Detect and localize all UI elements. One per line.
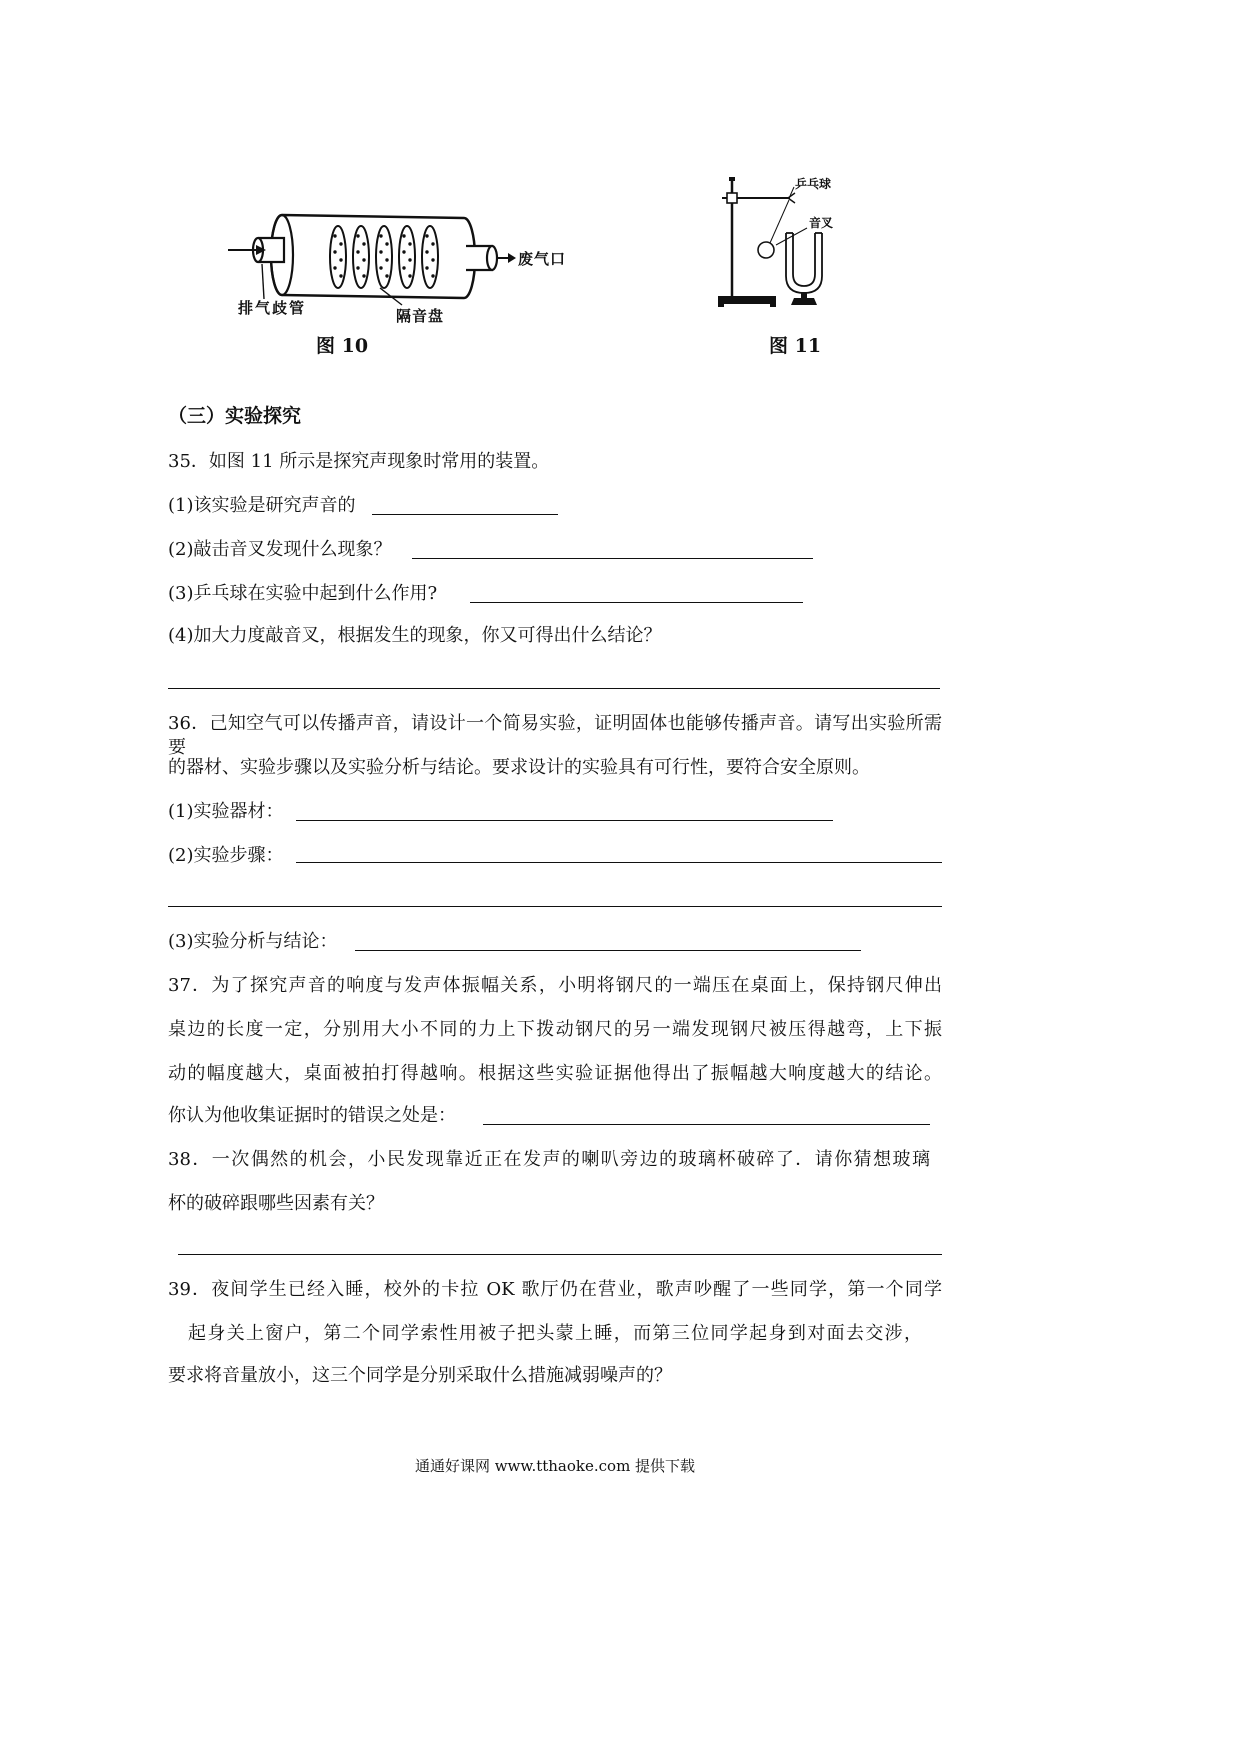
tuning-fork-stem (801, 292, 807, 298)
stand-clamp (727, 193, 737, 203)
disc-hole (356, 234, 359, 237)
disc-hole (425, 234, 428, 237)
sound-insulation-disc (422, 226, 438, 288)
answer-blank (483, 1124, 930, 1125)
disc-hole (402, 266, 405, 269)
disc-hole (333, 250, 336, 253)
question-39-line: 要求将音量放小，这三个同学是分别采取什么措施减弱噪声的？ (168, 1365, 672, 1386)
question-36-part-3: (3)实验分析与结论： (168, 931, 338, 952)
answer-blank (470, 602, 803, 603)
leader-line (262, 264, 264, 299)
label-insulation-disc: 隔音盘 (396, 307, 445, 325)
disc-hole (431, 274, 434, 277)
answer-blank (168, 906, 942, 907)
outlet-arrow-head (508, 253, 516, 263)
disc-hole (431, 242, 434, 245)
disc-hole (402, 250, 405, 253)
disc-hole (362, 258, 365, 261)
disc-hole (431, 258, 434, 261)
question-35-part-1: (1)该实验是研究声音的 (168, 495, 356, 516)
disc-hole (333, 266, 336, 269)
sound-insulation-disc (376, 226, 392, 288)
question-36-line: 36．己知空气可以传播声音，请设计一个简易实验，证明固体也能够传播声音。请写出实验所需要 (168, 713, 942, 758)
question-36-line: 的器材、实验步骤以及实验分析与结论。要求设计的实验具有可行性，要符合安全原则。 (168, 757, 870, 778)
stand-foot (718, 303, 724, 307)
question-38-line: 杯的破碎跟哪些因素有关？ (168, 1193, 384, 1214)
outlet-pipe-end (487, 246, 497, 270)
answer-blank (296, 862, 942, 863)
suspension-hook (788, 193, 795, 203)
question-37-line: 桌边的长度一定，分别用大小不同的力上下拨动钢尺的另一端发现钢尺被压得越弯，上下振 (168, 1019, 942, 1040)
label-tuning-fork: 音叉 (809, 216, 834, 230)
disc-hole (379, 266, 382, 269)
question-36-part-2: (2)实验步骤： (168, 845, 284, 866)
question-35-part-4: (4)加大力度敲音叉，根据发生的现象，你又可得出什么结论？ (168, 625, 662, 646)
question-37-line: 你认为他收集证据时的错误之处是： (168, 1105, 456, 1126)
disc-hole (379, 250, 382, 253)
disc-hole (339, 258, 342, 261)
disc-hole (356, 250, 359, 253)
disc-hole (379, 234, 382, 237)
question-35-stem: 35．如图 11 所示是探究声现象时常用的装置。 (168, 451, 550, 472)
answer-blank (296, 820, 833, 821)
stand-foot (770, 303, 776, 307)
question-37-line: 37．为了探究声音的响度与发声体振幅关系，小明将钢尺的一端压在桌面上，保持钢尺伸出 (168, 975, 942, 996)
figure-10-caption: 图 10 (316, 335, 369, 357)
sound-insulation-disc (330, 226, 346, 288)
label-exhaust-manifold: 排气歧管 (238, 299, 307, 317)
question-37-line: 动的幅度越大，桌面被拍打得越响。根据这些实验证据他得出了振幅越大响度越大的结论。 (168, 1063, 942, 1084)
question-39-line: 39．夜间学生已经入睡，校外的卡拉 OK 歌厅仍在营业，歌声吵醒了一些同学，第一个同学 (168, 1279, 942, 1300)
tuning-fork-inner-edge (793, 233, 815, 286)
muffler-cylinder (271, 215, 475, 298)
question-39-line: 起身关上窗户，第二个同学索性用被子把头蒙上睡，而第三位同学起身到对面去交涉， (188, 1323, 922, 1344)
disc-hole (408, 258, 411, 261)
disc-hole (339, 242, 342, 245)
question-35-part-2: (2)敲击音叉发现什么现象？ (168, 539, 392, 560)
disc-hole (402, 234, 405, 237)
ping-pong-ball (758, 242, 774, 258)
question-36-part-1: (1)实验器材： (168, 801, 284, 822)
stand-rod-cap (729, 177, 735, 181)
answer-blank (168, 688, 940, 689)
answer-blank (178, 1254, 942, 1255)
question-38-line: 38．一次偶然的机会，小民发现靠近正在发声的喇叭旁边的玻璃杯破碎了．请你猜想玻璃 (168, 1149, 930, 1170)
disc-hole (356, 266, 359, 269)
stand-base (718, 296, 776, 304)
figure-11-tuning-fork-diagram (710, 170, 850, 315)
disc-hole (339, 274, 342, 277)
disc-hole (425, 266, 428, 269)
answer-blank (412, 558, 813, 559)
tuning-fork (786, 233, 822, 305)
figure-11-caption: 图 11 (769, 335, 822, 357)
disc-hole (385, 242, 388, 245)
disc-hole (362, 242, 365, 245)
sound-insulation-disc (399, 226, 415, 288)
disc-hole (425, 250, 428, 253)
tuning-fork-outer-edge (786, 233, 822, 293)
page-footer: 通通好课网 www.tthaoke.com 提供下载 (414, 1457, 696, 1475)
leader-line (776, 228, 807, 245)
disc-hole (408, 274, 411, 277)
section-heading: （三）实验探究 (168, 405, 302, 427)
disc-hole (362, 274, 365, 277)
disc-hole (385, 274, 388, 277)
question-35-part-3: (3)乒乓球在实验中起到什么作用? (168, 583, 438, 604)
disc-hole (408, 242, 411, 245)
answer-blank (372, 514, 558, 515)
sound-insulation-disc (353, 226, 369, 288)
figure-10-muffler-diagram (220, 200, 580, 330)
disc-hole (385, 258, 388, 261)
disc-hole (333, 234, 336, 237)
label-exhaust-outlet: 废气口 (518, 250, 567, 268)
label-ping-pong-ball: 乒乓球 (795, 177, 832, 191)
answer-blank (355, 950, 861, 951)
tuning-fork-base (791, 298, 817, 305)
